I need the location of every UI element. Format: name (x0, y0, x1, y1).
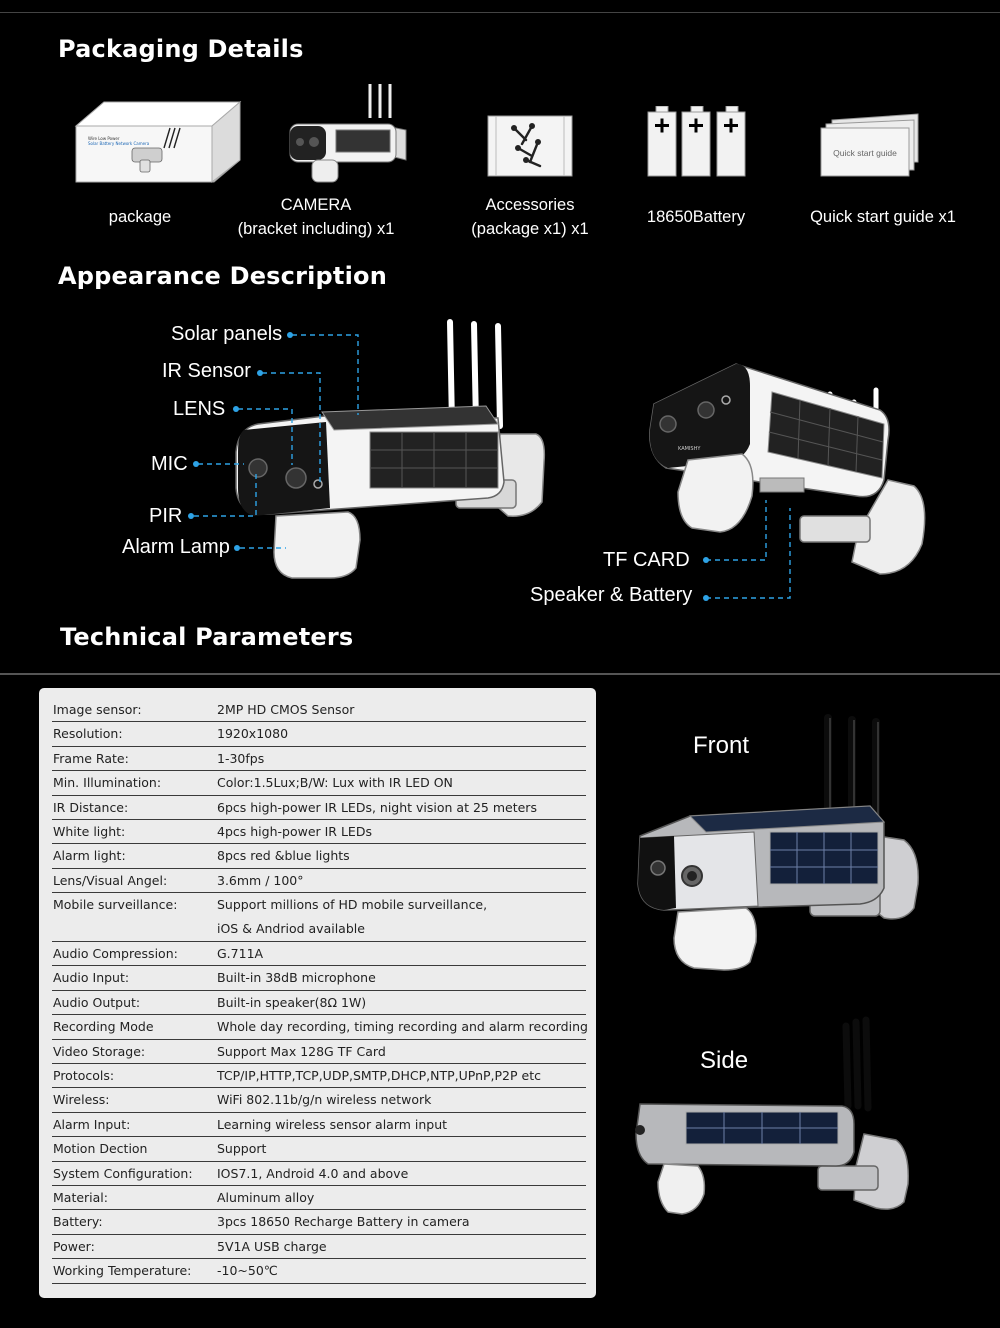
top-divider (0, 12, 1000, 13)
spec-row: Wireless: WiFi 802.11b/g/n wireless network (52, 1088, 586, 1112)
callout-dot-pir (188, 513, 194, 519)
package-label: package (108, 208, 172, 226)
spec-row: Alarm light: 8pcs red &blue lights (52, 844, 586, 868)
callout-dot-lens (233, 406, 239, 412)
spec-row: Alarm Input: Learning wireless sensor alarm input (52, 1113, 586, 1137)
spec-table (39, 688, 596, 1298)
callout-speaker-battery: Speaker & Battery (530, 584, 693, 606)
spec-row: Audio Output: Built-in speaker(8Ω 1W) (52, 991, 586, 1015)
spec-row: Image sensor: 2MP HD CMOS Sensor (52, 698, 586, 722)
side-view-label: Side (700, 1047, 749, 1074)
callout-dot-ir (257, 370, 263, 376)
callout-alarm-lamp: Alarm Lamp (122, 536, 230, 558)
technical-title: Technical Parameters (60, 623, 354, 651)
callout-mic: MIC (151, 453, 188, 475)
box-print-line2: Solar Battery Network Camera (88, 141, 150, 146)
spec-row: IR Distance: 6pcs high-power IR LEDs, night vision at 25 meters (52, 796, 586, 820)
spec-row: Min. Illumination: Color:1.5Lux;B/W: Lux with IR LED ON (52, 771, 586, 795)
spec-row: Audio Compression: G.711A (52, 942, 586, 966)
spec-row: White light: 4pcs high-power IR LEDs (52, 820, 586, 844)
packaging-title: Packaging Details (58, 35, 304, 63)
spec-row: Lens/Visual Angel: 3.6mm / 100° (52, 869, 586, 893)
camera-label: CAMERA (bracket including) x1 (237, 196, 395, 238)
callout-dot-alarm (234, 545, 240, 551)
spec-row: Protocols: TCP/IP,HTTP,TCP,UDP,SMTP,DHCP,NTP,UPnP,P2P etc (52, 1064, 586, 1088)
callout-dot-mic (193, 461, 199, 467)
front-view-label: Front (693, 732, 750, 759)
callout-lens: LENS (173, 398, 226, 420)
accessories-bag-icon (486, 114, 574, 178)
camera-side-photo (632, 1016, 916, 1220)
callout-lines (0, 300, 1000, 620)
guide-card-text: Quick start guide (833, 148, 897, 158)
spec-row: System Configuration: IOS7.1, Android 4.0 and above (52, 1162, 586, 1186)
spec-row: Motion Dection Support (52, 1137, 586, 1161)
spec-row: Frame Rate: 1-30fps (52, 747, 586, 771)
camera-icon (286, 82, 410, 186)
guide-label: Quick start guide x1 (810, 208, 956, 226)
spec-row: Resolution: 1920x1080 (52, 722, 586, 746)
guide-cards-icon (818, 112, 922, 178)
spec-row: Video Storage: Support Max 128G TF Card (52, 1040, 586, 1064)
callout-pir: PIR (149, 505, 183, 527)
spec-row: Audio Input: Built-in 38dB microphone (52, 966, 586, 990)
camera-front-photo (634, 712, 924, 974)
spec-row: Mobile surveillance: Support millions of HD mobile surveillance, iOS & Andriod available (52, 893, 586, 942)
spec-row: Recording Mode Whole day recording, timing recording and alarm recording (52, 1015, 586, 1039)
package-box-icon (74, 98, 242, 186)
battery-label: 18650Battery (646, 208, 746, 226)
box-print-line1: Wire Low Power (88, 136, 120, 141)
callout-ir-sensor: IR Sensor (162, 360, 251, 382)
callout-tf-card: TF CARD (603, 549, 690, 571)
section-divider (0, 673, 1000, 675)
appearance-title: Appearance Description (58, 262, 388, 290)
callout-dot-speaker (703, 595, 709, 601)
callout-dot-tf (703, 557, 709, 563)
spec-row: Power: 5V1A USB charge (52, 1235, 586, 1259)
spec-row: Working Temperature: -10~50℃ (52, 1259, 586, 1283)
accessories-label: Accessories (package x1) x1 (471, 196, 589, 238)
callout-dot-solar (287, 332, 293, 338)
spec-row: Battery: 3pcs 18650 Recharge Battery in camera (52, 1210, 586, 1234)
camera-brand: KAMISHY (678, 446, 701, 452)
battery-icon (646, 106, 748, 178)
callout-solar-panels: Solar panels (171, 323, 283, 345)
spec-row: Material: Aluminum alloy (52, 1186, 586, 1210)
